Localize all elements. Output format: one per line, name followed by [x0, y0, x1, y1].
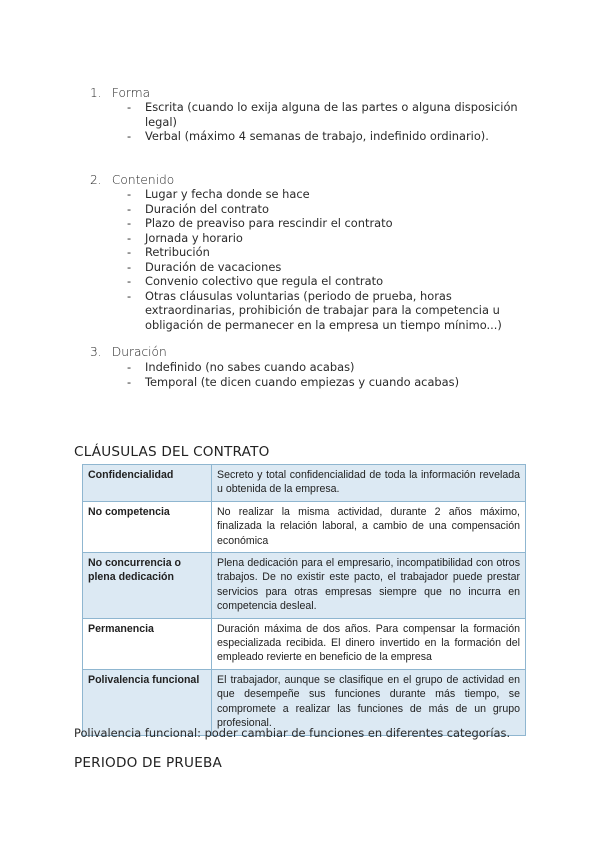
clause-description: No realizar la misma actividad, durante 2 años máximo, finalizada la relación laboral, a cambio de una compensación económica — [212, 501, 526, 552]
section-number: 1. — [90, 86, 102, 100]
list-item-text: Otras cláusulas voluntarias (periodo de prueba, horas extraordinarias, prohibición de trabajar para la competencia u obligación de permanecer en la empresa un tiempo mínimo...) — [145, 288, 502, 332]
clause-name: Polivalencia funcional — [83, 669, 212, 735]
periodo-heading: PERIODO DE PRUEBA — [74, 755, 223, 771]
list-item — [127, 274, 530, 289]
list-item-text: Duración de vacaciones — [145, 259, 282, 274]
section-title: Forma — [111, 86, 151, 100]
list-item-text: Lugar y fecha donde se hace — [145, 187, 310, 201]
section-number: 2. — [90, 173, 102, 187]
bullet-dash: - — [127, 100, 132, 114]
list-item — [127, 231, 530, 246]
clause-name: Permanencia — [83, 618, 212, 669]
bullet-dash: - — [127, 375, 132, 389]
list-item-text: Verbal (máximo 4 semanas de trabajo, indefinido ordinario). — [145, 129, 489, 143]
clauses-heading: CLÁUSULAS DEL CONTRATO — [74, 444, 270, 460]
clause-description: Secreto y total confidencialidad de toda la información revelada u obtenida de la empresa. — [212, 465, 526, 502]
clause-description: El trabajador, aunque se clasifique en el grupo de actividad en que desempeñe sus funciones durante más tiempo, se compromete a realizar las funciones de más de un grupo profesional. — [212, 669, 526, 735]
clause-name: No concurrencia o plena dedicación — [83, 553, 212, 619]
list-item-text: Escrita (cuando lo exija alguna de las partes o alguna disposición legal) — [145, 100, 518, 129]
list-item — [127, 360, 530, 375]
bullet-dash: - — [127, 230, 132, 245]
bullet-dash: - — [127, 259, 132, 274]
list-item-text: Convenio colectivo que regula el contrato — [145, 274, 384, 288]
list-item — [127, 187, 530, 202]
bullet-dash: - — [127, 274, 132, 288]
list-item — [127, 129, 530, 144]
list-item-text: Duración del contrato — [145, 201, 269, 216]
clause-description: Plena dedicación para el empresario, incompatibilidad con otros trabajos. De no existir este pacto, el trabajador puede prestar servicios para otras empresas siempre que no incurra en competencia desleal. — [212, 553, 526, 619]
polivalencia-note: Polivalencia funcional: poder cambiar de funciones en diferentes categorías. — [74, 726, 511, 740]
clause-description: Duración máxima de dos años. Para compensar la formación especializada recibida. El dinero invertido en la formación del empleado revierte en beneficio de la empresa — [212, 618, 526, 669]
list-item — [127, 100, 530, 129]
section-title: Contenido — [111, 173, 175, 187]
clause-name: Confidencialidad — [83, 465, 212, 502]
list-item — [127, 375, 530, 390]
section-duracion — [90, 345, 167, 359]
bullet-dash: - — [127, 216, 132, 230]
bullet-dash: - — [127, 129, 132, 143]
bullet-dash: - — [127, 360, 132, 374]
list-item — [127, 202, 530, 217]
bullet-dash: - — [127, 187, 132, 201]
bullet-dash: - — [127, 245, 132, 259]
section-contenido — [90, 173, 174, 187]
list-item-text: Temporal (te dicen cuando empiezas y cuando acabas) — [145, 375, 460, 389]
bullet-dash: - — [127, 288, 132, 303]
table-row — [83, 618, 526, 669]
bullet-dash: - — [127, 201, 132, 216]
table-row — [83, 553, 526, 619]
list-item — [127, 289, 530, 333]
list-item-text: Jornada y horario — [145, 230, 243, 245]
table-row — [83, 501, 526, 552]
list-item — [127, 216, 530, 231]
list-item — [127, 260, 530, 275]
section-number: 3. — [90, 345, 102, 359]
section-forma — [90, 86, 150, 100]
list-item-text: Retribución — [145, 245, 210, 259]
clause-name: No competencia — [83, 501, 212, 552]
table-row — [83, 465, 526, 502]
list-item — [127, 245, 530, 260]
clauses-table — [82, 464, 526, 736]
section-title: Duración — [111, 345, 167, 359]
list-item-text: Plazo de preaviso para rescindir el contrato — [145, 216, 393, 230]
list-item-text: Indefinido (no sabes cuando acabas) — [145, 360, 355, 374]
